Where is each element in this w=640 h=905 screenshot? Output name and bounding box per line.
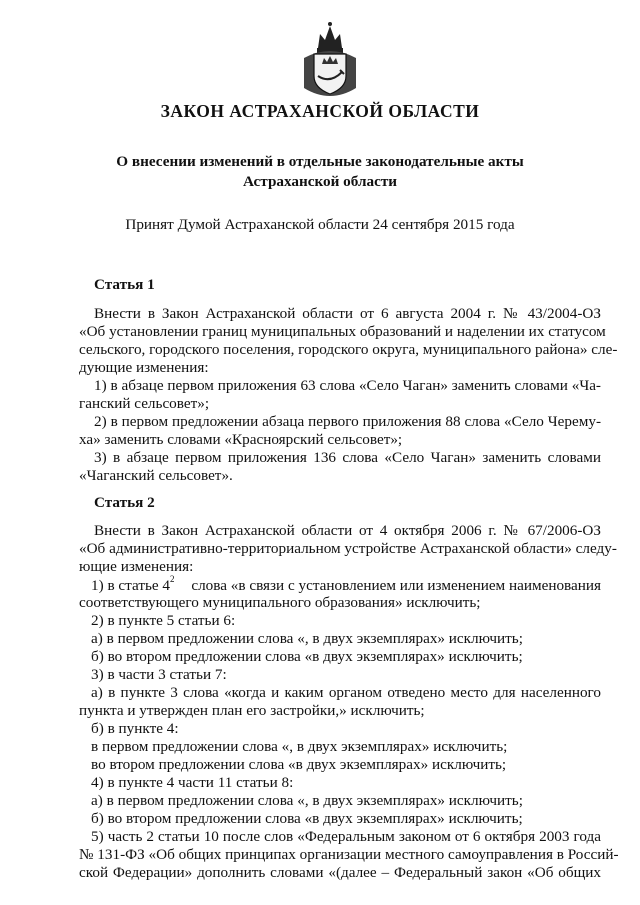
law-subtitle-line-1: О внесении изменений в отдельные законодательные акты <box>116 153 524 170</box>
text-line <box>91 576 601 595</box>
text-segment: слова «в связи с установлением или изменением наименования <box>191 577 601 595</box>
text-line: а) в пункте 3 слова «когда и каким органом отведено место для населенного <box>91 684 601 701</box>
text-line: дующие изменения: <box>79 359 209 376</box>
text-line: 2) в пункте 5 статьи 6: <box>91 612 236 629</box>
text-line: соответствующего муниципального образования» исключить; <box>79 594 481 611</box>
adoption-date: Принят Думой Астраханской области 24 сентября 2015 года <box>125 216 515 233</box>
superscript: 2 <box>170 574 175 584</box>
text-line: Внести в Закон Астраханской области от 4 октября 2006 г. № 67/2006-ОЗ <box>94 522 601 539</box>
text-line: Внести в Закон Астраханской области от 6 августа 2004 г. № 43/2004-ОЗ <box>94 305 601 322</box>
text-line: 3) в абзаце первом приложения 136 слова «Село Чаган» заменить словами <box>94 449 601 466</box>
text-line: а) в первом предложении слова «, в двух экземплярах» исключить; <box>91 792 523 809</box>
text-line: пункта и утвержден план его застройки,» исключить; <box>79 702 425 719</box>
coat-of-arms-icon <box>300 18 360 100</box>
text-line: «Чаганский сельсовет». <box>79 467 233 484</box>
text-line: 3) в части 3 статьи 7: <box>91 666 227 683</box>
text-line: № 131-ФЗ «Об общих принципах организации местного самоуправления в Россий- <box>79 846 619 863</box>
text-line: ской Федерации» дополнить словами «(далее – Федеральный закон «Об общих <box>79 864 601 881</box>
text-line: «Об административно-территориальном устройстве Астраханской области» следу- <box>79 540 617 557</box>
text-line: во втором предложении слова «в двух экземплярах» исключить; <box>91 756 507 773</box>
law-subtitle-line-2: Астраханской области <box>242 173 398 190</box>
article-2-heading: Статья 2 <box>94 494 155 511</box>
text-line: б) во втором предложении слова «в двух экземплярах» исключить; <box>91 648 523 665</box>
text-line: 4) в пункте 4 части 11 статьи 8: <box>91 774 294 791</box>
text-line: 5) часть 2 статьи 10 после слов «Федеральным законом от 6 октября 2003 года <box>91 828 601 845</box>
article-1-heading: Статья 1 <box>94 276 155 293</box>
text-segment <box>91 576 175 595</box>
text-line: 1) в абзаце первом приложения 63 слова «Село Чаган» заменить словами «Ча- <box>94 377 601 394</box>
text-line: 2) в первом предложении абзаца первого приложения 88 слова «Село Черему- <box>94 413 601 430</box>
text-line: б) во втором предложении слова «в двух экземплярах» исключить; <box>91 810 523 827</box>
text-line: б) в пункте 4: <box>91 720 179 737</box>
text-line: ха» заменить словами «Красноярский сельсовет»; <box>79 431 403 448</box>
text-line: ющие изменения: <box>79 558 194 575</box>
text-line: сельского, городского поселения, городского округа, муниципального района» сле- <box>79 341 618 358</box>
text-line: а) в первом предложении слова «, в двух экземплярах» исключить; <box>91 630 523 647</box>
law-title: ЗАКОН АСТРАХАНСКОЙ ОБЛАСТИ <box>160 101 480 121</box>
text-segment: 1) в статье 4 <box>91 577 171 595</box>
text-line: ганский сельсовет»; <box>79 395 210 412</box>
text-line: «Об установлении границ муниципальных образований и наделении их статусом <box>79 323 606 340</box>
text-line: в первом предложении слова «, в двух экземплярах» исключить; <box>91 738 508 755</box>
